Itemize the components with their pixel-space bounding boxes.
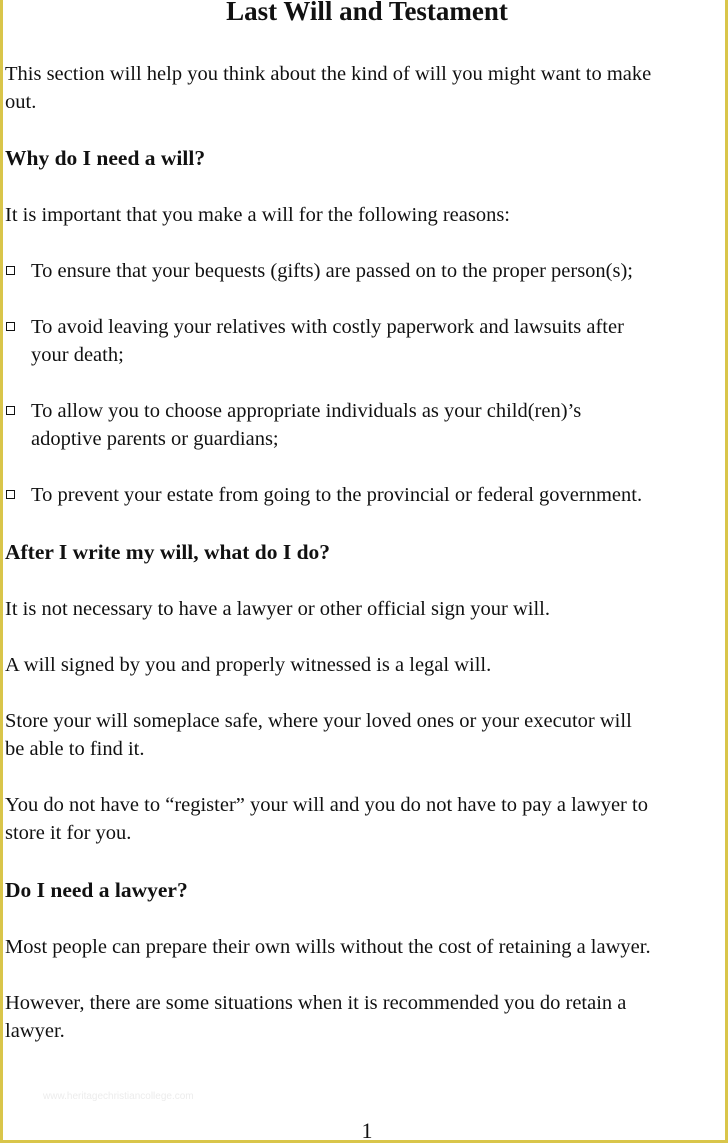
lawyer-paragraph-2-line-1: However, there are some situations when it is recommended you do retain a xyxy=(5,992,627,1014)
after-paragraph-2: A will signed by you and properly witnessed is a legal will. xyxy=(5,654,492,676)
after-paragraph-1: It is not necessary to have a lawyer or other official sign your will. xyxy=(5,598,550,620)
heading-need-lawyer: Do I need a lawyer? xyxy=(5,878,188,902)
intro-line-1: This section will help you think about the kind of will you might want to make xyxy=(5,63,652,85)
after-paragraph-4-line-1: You do not have to “register” your will and you do not have to pay a lawyer to xyxy=(5,794,648,816)
reason-item-text: To ensure that your bequests (gifts) are passed on to the proper person(s); xyxy=(31,260,634,282)
reason-item-text: To prevent your estate from going to the provincial or federal government. xyxy=(31,484,643,506)
checkbox-icon xyxy=(6,490,15,499)
after-paragraph-3-line-1: Store your will someplace safe, where your loved ones or your executor will xyxy=(5,710,632,732)
reasons-lead: It is important that you make a will for the following reasons: xyxy=(5,204,510,226)
checkbox-icon xyxy=(6,406,15,415)
after-paragraph-4-line-2: store it for you. xyxy=(5,822,132,844)
reason-item-text: To avoid leaving your relatives with costly paperwork and lawsuits after xyxy=(31,316,624,338)
lawyer-paragraph-1: Most people can prepare their own wills without the cost of retaining a lawyer. xyxy=(5,936,651,958)
after-paragraph-3-line-2: be able to find it. xyxy=(5,738,145,760)
heading-after-write-will: After I write my will, what do I do? xyxy=(5,540,331,564)
checkbox-icon xyxy=(6,322,15,331)
watermark-text: www.heritagechristiancollege.com xyxy=(43,1091,194,1102)
intro-line-2: out. xyxy=(5,91,37,113)
lawyer-paragraph-2-line-2: lawyer. xyxy=(5,1020,65,1042)
page-title: Last Will and Testament xyxy=(226,0,508,26)
reason-item-text-cont: your death; xyxy=(31,344,124,366)
page-number: 1 xyxy=(361,1118,373,1143)
heading-why-need-will: Why do I need a will? xyxy=(5,146,206,170)
checkbox-icon xyxy=(6,266,15,275)
reason-item-text-cont: adoptive parents or guardians; xyxy=(31,428,279,450)
reason-item-text: To allow you to choose appropriate individuals as your child(ren)’s xyxy=(31,400,582,422)
